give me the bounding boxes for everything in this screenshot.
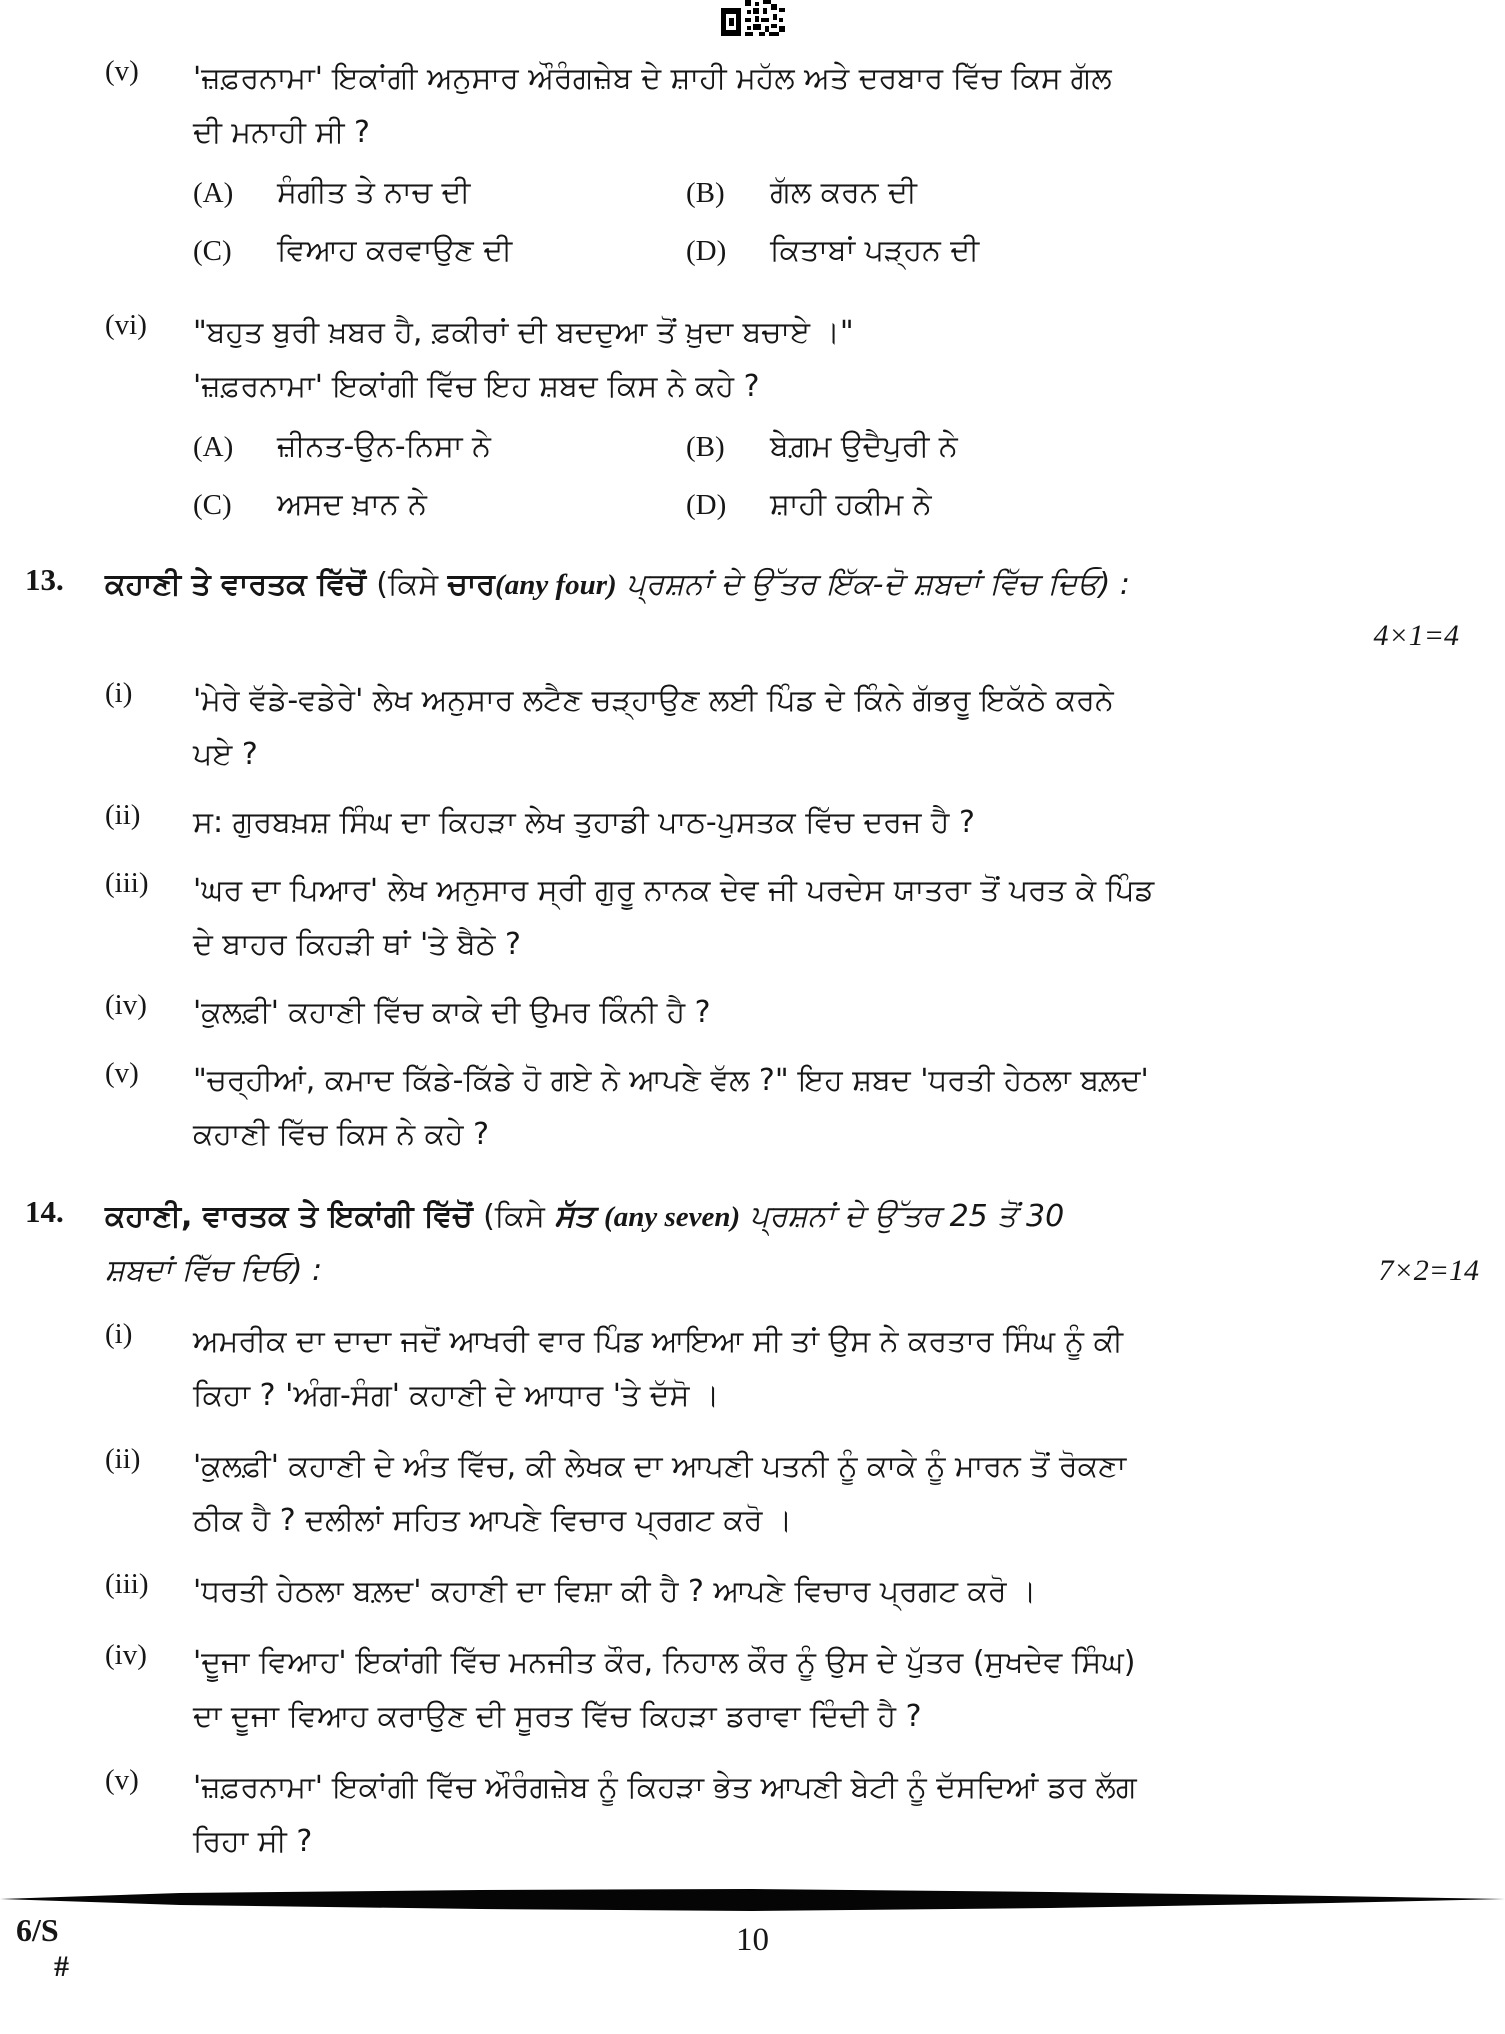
question-line: ਅਮਰੀਕ ਦਾ ਦਾਦਾ ਜਦੋਂ ਆਖਰੀ ਵਾਰ ਪਿੰਡ ਆਇਆ ਸੀ ਤਾਂ ਉਸ ਨੇ ਕਰਤਾਰ ਸਿੰਘ ਨੂੰ ਕੀ xyxy=(193,1324,1124,1359)
question-line: ਦੇ ਬਾਹਰ ਕਿਹੜੀ ਥਾਂ 'ਤੇ ਬੈਠੇ ? xyxy=(193,927,521,962)
option-d xyxy=(686,476,1485,534)
option-text: ਬੇਗ਼ਮ ਉਦੈਪੁਰੀ ਨੇ xyxy=(770,429,958,464)
question-text xyxy=(193,1636,1485,1744)
options-grid xyxy=(193,418,1485,534)
question-text xyxy=(193,864,1485,972)
question-heading xyxy=(105,1190,1485,1244)
options-grid xyxy=(193,164,1485,280)
question-13 xyxy=(0,558,1505,1162)
question-number: 14. xyxy=(25,1194,64,1229)
question-line: ਦੀ ਮਨਾਹੀ ਸੀ ? xyxy=(193,115,370,150)
question-content xyxy=(105,558,1485,1162)
question-heading-continued xyxy=(105,1244,1485,1298)
question-line: 'ਜ਼ਫ਼ਰਨਾਮਾ' ਇਕਾਂਗੀ ਵਿੱਚ ਔਰੰਗਜ਼ੇਬ ਨੂੰ ਕਿਹੜਾ ਭੇਤ ਆਪਣੀ ਬੇਟੀ ਨੂੰ ਦੱਸਦਿਆਂ ਡਰ ਲੱਗ xyxy=(193,1770,1137,1805)
item-marker: (v) xyxy=(105,1764,139,1796)
heading-part: ਪ੍ਰਸ਼ਨਾਂ ਦੇ ਉੱਤਰ 25 ਤੋਂ 30 xyxy=(740,1199,1065,1234)
option-label: (B) xyxy=(686,431,725,463)
question-text xyxy=(193,1761,1485,1869)
item-marker: (i) xyxy=(105,1318,133,1350)
question-line: 'ਘਰ ਦਾ ਪਿਆਰ' ਲੇਖ ਅਨੁਸਾਰ ਸ੍ਰੀ ਗੁਰੂ ਨਾਨਕ ਦੇਵ ਜੀ ਪਰਦੇਸ ਯਾਤਰਾ ਤੋਂ ਪਰਤ ਕੇ ਪਿੰਡ xyxy=(193,873,1155,908)
option-text: ਗੱਲ ਕਰਨ ਦੀ xyxy=(770,175,917,210)
footer-divider xyxy=(0,1888,1505,1914)
sub-question-v xyxy=(105,1761,1485,1869)
question-line: 'ਕੁਲਫ਼ੀ' ਕਹਾਣੀ ਵਿੱਚ ਕਾਕੇ ਦੀ ਉਮਰ ਕਿੰਨੀ ਹੈ ? xyxy=(193,995,711,1030)
item-marker: (i) xyxy=(105,677,133,709)
heading-part: ਸੱਤ xyxy=(554,1199,605,1234)
heading-part: ਕਹਾਣੀ, ਵਾਰਤਕ ਤੇ ਇਕਾਂਗੀ ਵਿੱਚੋਂ xyxy=(105,1199,484,1234)
question-line: ਠੀਕ ਹੈ ? ਦਲੀਲਾਂ ਸਹਿਤ ਆਪਣੇ ਵਿਚਾਰ ਪ੍ਰਗਟ ਕਰੋ । xyxy=(193,1503,793,1538)
heading-part-english: (any seven) xyxy=(604,1201,741,1233)
question-text xyxy=(193,1054,1485,1162)
question-line: 'ਕੁਲਫ਼ੀ' ਕਹਾਣੀ ਦੇ ਅੰਤ ਵਿੱਚ, ਕੀ ਲੇਖਕ ਦਾ ਆਪਣੀ ਪਤਨੀ ਨੂੰ ਕਾਕੇ ਨੂੰ ਮਾਰਨ ਤੋਂ ਰੋਕਣਾ xyxy=(193,1449,1127,1484)
question-text xyxy=(193,986,1485,1040)
heading-part-english: (any four) xyxy=(495,569,617,601)
option-text: ਸ਼ਾਹੀ ਹਕੀਮ ਨੇ xyxy=(770,487,932,522)
sub-question-ii xyxy=(105,796,1485,850)
option-label: (B) xyxy=(686,177,725,209)
item-marker: (v) xyxy=(105,1057,139,1089)
question-line: "ਚਰ੍ਹੀਆਂ, ਕਮਾਦ ਕਿੱਡੇ-ਕਿੱਡੇ ਹੋ ਗਏ ਨੇ ਆਪਣੇ ਵੱਲ ?" ਇਹ ਸ਼ਬਦ 'ਧਰਤੀ ਹੇਠਲਾ ਬਲ਼ਦ' xyxy=(193,1063,1149,1098)
option-label: (A) xyxy=(193,431,234,463)
option-label: (C) xyxy=(193,235,232,267)
question-items xyxy=(105,674,1485,1162)
question-number: 13. xyxy=(25,562,64,597)
question-text xyxy=(193,1440,1485,1548)
item-marker: (ii) xyxy=(105,799,141,831)
heading-part: (ਕਿਸੇ xyxy=(483,1199,555,1234)
sub-question-i xyxy=(105,674,1485,782)
option-a xyxy=(193,164,686,222)
question-line: 'ਜ਼ਫ਼ਰਨਾਮਾ' ਇਕਾਂਗੀ ਵਿੱਚ ਇਹ ਸ਼ਬਦ ਕਿਸ ਨੇ ਕਹੇ ? xyxy=(193,369,760,404)
option-text: ਕਿਤਾਬਾਂ ਪੜ੍ਹਨ ਦੀ xyxy=(770,233,980,268)
question-text xyxy=(193,1315,1485,1423)
sub-question-iii xyxy=(105,1565,1485,1619)
mcq-item-vi xyxy=(105,306,1485,534)
option-label: (A) xyxy=(193,177,234,209)
heading-part: (ਕਿਸੇ xyxy=(376,567,448,602)
item-marker: (iv) xyxy=(105,989,147,1021)
question-text xyxy=(193,52,1485,280)
sub-question-ii xyxy=(105,1440,1485,1548)
option-b xyxy=(686,418,1485,476)
option-c xyxy=(193,476,686,534)
marks-label: 4×1=4 xyxy=(1373,619,1459,652)
sub-question-i xyxy=(105,1315,1485,1423)
heading-part: ਸ਼ਬਦਾਂ ਵਿੱਚ ਦਿਓ) : xyxy=(105,1253,323,1288)
question-line: ਸ: ਗੁਰਬਖ਼ਸ਼ ਸਿੰਘ ਦਾ ਕਿਹੜਾ ਲੇਖ ਤੁਹਾਡੀ ਪਾਠ-ਪੁਸਤਕ ਵਿੱਚ ਦਰਜ ਹੈ ? xyxy=(193,805,975,840)
question-line: 'ਧਰਤੀ ਹੇਠਲਾ ਬਲ਼ਦ' ਕਹਾਣੀ ਦਾ ਵਿਸ਼ਾ ਕੀ ਹੈ ? ਆਪਣੇ ਵਿਚਾਰ ਪ੍ਰਗਟ ਕਰੋ । xyxy=(193,1574,1037,1609)
sub-question-iv xyxy=(105,986,1485,1040)
item-marker: (v) xyxy=(105,55,139,87)
option-c xyxy=(193,222,686,280)
question-line: 'ਜ਼ਫ਼ਰਨਾਮਾ' ਇਕਾਂਗੀ ਅਨੁਸਾਰ ਔਰੰਗਜ਼ੇਬ ਦੇ ਸ਼ਾਹੀ ਮਹੱਲ ਅਤੇ ਦਰਬਾਰ ਵਿੱਚ ਕਿਸ ਗੱਲ xyxy=(193,61,1112,96)
question-line: ਪਏ ? xyxy=(193,737,258,772)
option-label: (C) xyxy=(193,489,232,521)
heading-part: ਕਹਾਣੀ ਤੇ ਵਾਰਤਕ ਵਿੱਚੋਂ xyxy=(105,567,377,602)
paper-code: 6/S xyxy=(16,1912,59,1948)
item-marker: (iii) xyxy=(105,1568,149,1600)
option-d xyxy=(686,222,1485,280)
question-items xyxy=(105,1315,1485,1869)
option-text: ਵਿਆਹ ਕਰਵਾਉਣ ਦੀ xyxy=(277,233,513,268)
question-line: ਕਿਹਾ ? 'ਅੰਗ-ਸੰਗ' ਕਹਾਣੀ ਦੇ ਆਧਾਰ 'ਤੇ ਦੱਸੋ । xyxy=(193,1378,720,1413)
option-text: ਜ਼ੀਨਤ-ਉਨ-ਨਿਸਾ ਨੇ xyxy=(277,429,491,464)
sub-question-iii xyxy=(105,864,1485,972)
mcq-section xyxy=(0,52,1505,534)
qr-code-row xyxy=(0,0,1505,38)
question-14 xyxy=(0,1190,1505,1869)
question-line: "ਬਹੁਤ ਬੁਰੀ ਖ਼ਬਰ ਹੈ, ਫ਼ਕੀਰਾਂ ਦੀ ਬਦਦੁਆ ਤੋਂ ਖ਼ੁਦਾ ਬਚਾਏ ।" xyxy=(193,315,854,350)
question-line: 'ਮੇਰੇ ਵੱਡੇ-ਵਡੇਰੇ' ਲੇਖ ਅਨੁਸਾਰ ਲਟੈਣ ਚੜ੍ਹਾਉਣ ਲਈ ਪਿੰਡ ਦੇ ਕਿੰਨੇ ਗੱਭਰੂ ਇਕੱਠੇ ਕਰਨੇ xyxy=(193,683,1114,718)
question-text xyxy=(193,674,1485,782)
option-text: ਅਸਦ ਖ਼ਾਨ ਨੇ xyxy=(277,487,427,522)
page-number: 10 xyxy=(736,1922,769,1958)
qr-code-icon xyxy=(721,0,785,36)
option-label: (D) xyxy=(686,235,727,267)
paper-code-hash: # xyxy=(54,1950,69,1983)
sub-question-v xyxy=(105,1054,1485,1162)
item-marker: (vi) xyxy=(105,309,147,341)
sub-question-iv xyxy=(105,1636,1485,1744)
question-text xyxy=(193,1565,1485,1619)
heading-part: ਪ੍ਰਸ਼ਨਾਂ ਦੇ ਉੱਤਰ ਇੱਕ-ਦੋ ਸ਼ਬਦਾਂ ਵਿੱਚ ਦਿਓ) : xyxy=(616,567,1130,602)
item-marker: (iii) xyxy=(105,867,149,899)
question-heading xyxy=(105,558,1485,612)
option-label: (D) xyxy=(686,489,727,521)
question-text xyxy=(193,306,1485,534)
option-a xyxy=(193,418,686,476)
mcq-item-v xyxy=(105,52,1485,280)
question-line: 'ਦੂਜਾ ਵਿਆਹ' ਇਕਾਂਗੀ ਵਿੱਚ ਮਨਜੀਤ ਕੌਰ, ਨਿਹਾਲ ਕੌਰ ਨੂੰ ਉਸ ਦੇ ਪੁੱਤਰ (ਸੁਖਦੇਵ ਸਿੰਘ) xyxy=(193,1645,1136,1680)
option-b xyxy=(686,164,1485,222)
item-marker: (iv) xyxy=(105,1639,147,1671)
heading-part: ਚਾਰ xyxy=(447,567,496,602)
question-text xyxy=(193,796,1485,850)
marks-label: 7×2=14 xyxy=(1378,1254,1479,1287)
question-line: ਦਾ ਦੂਜਾ ਵਿਆਹ ਕਰਾਉਣ ਦੀ ਸੂਰਤ ਵਿੱਚ ਕਿਹੜਾ ਡਰਾਵਾ ਦਿੰਦੀ ਹੈ ? xyxy=(193,1699,922,1734)
question-line: ਰਿਹਾ ਸੀ ? xyxy=(193,1824,313,1859)
item-marker: (ii) xyxy=(105,1443,141,1475)
question-content xyxy=(105,1190,1485,1869)
question-line: ਕਹਾਣੀ ਵਿੱਚ ਕਿਸ ਨੇ ਕਹੇ ? xyxy=(193,1117,490,1152)
option-text: ਸੰਗੀਤ ਤੇ ਨਾਚ ਦੀ xyxy=(277,175,471,210)
